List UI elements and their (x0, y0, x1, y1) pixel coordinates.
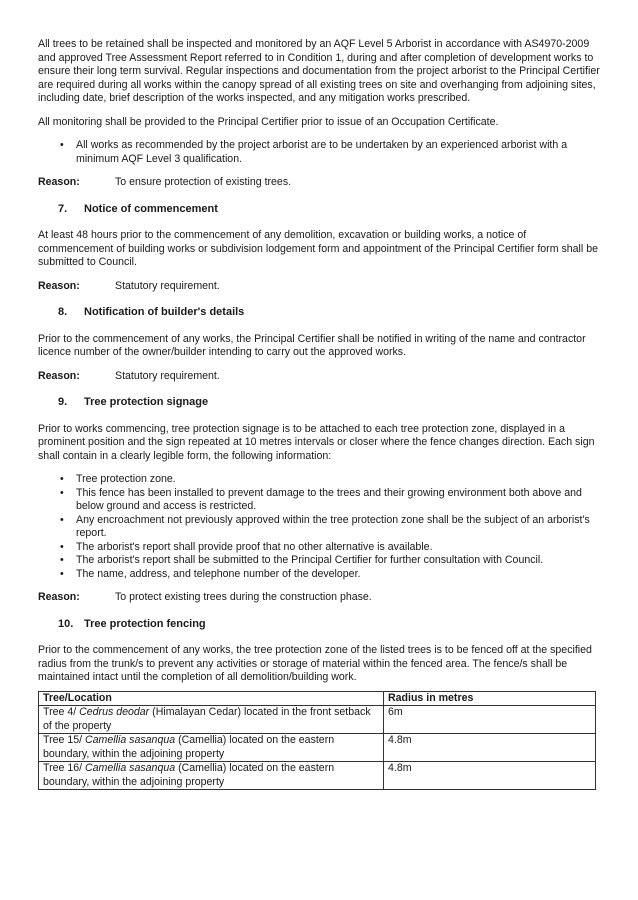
list-item: • All works as recommended by the project arborist are to be undertaken by an experienced arborist with a minimum AQF Level 3 qualification. (76, 139, 600, 166)
species-name: Camellia sasanqua (85, 762, 176, 774)
reason-line (38, 591, 600, 605)
tree-description: (Camellia) located on the eastern boundary, within the adjoining property (43, 734, 335, 760)
section-heading-8 (58, 306, 600, 320)
reason-line (38, 280, 600, 294)
radius-cell: 4.8m (384, 762, 596, 790)
section-heading-10 (58, 618, 600, 632)
section-title: Tree protection fencing (84, 617, 206, 630)
section-8-paragraph: Prior to the commencement of any works, the Principal Certifier shall be notified in writing of the name and contractor licence number of the owner/builder intending to carry out the approved works. (38, 332, 586, 358)
tree-description: (Camellia) located on the eastern boundary, within the adjoining property (43, 762, 335, 788)
section-number: 8. (58, 306, 68, 318)
tree-location-cell (39, 762, 384, 790)
reason-label: Reason: (38, 279, 80, 292)
list-item: • Tree protection zone. (76, 473, 600, 487)
reason-text: Statutory requirement. (115, 369, 220, 382)
tree-id: Tree 4/ (43, 706, 80, 718)
reason-label: Reason: (38, 591, 80, 603)
reason-line (38, 176, 600, 190)
list-item: • The arborist's report shall provide proof that no other alternative is available. (76, 541, 600, 555)
section-heading-7 (58, 203, 600, 217)
section-7-paragraph: At least 48 hours prior to the commencement of any demolition, excavation or building works, a notice of commencement of building works or subdivision lodgement form and appointment of the Principal Certifier form shall be submitted to Council. (38, 229, 598, 268)
intro-bullet-list (38, 139, 600, 166)
table-row (39, 734, 596, 762)
tree-location-cell (39, 706, 384, 734)
column-header-radius: Radius in metres (384, 691, 596, 706)
reason-label: Reason: (38, 176, 80, 188)
species-name: Camellia sasanqua (85, 734, 176, 746)
list-item: • Any encroachment not previously approved within the tree protection zone shall be the subject of an arborist's report. (76, 514, 600, 541)
column-header-tree-location: Tree/Location (39, 691, 384, 706)
section-9-paragraph: Prior to works commencing, tree protection signage is to be attached to each tree protection zone, displayed in a prominent position and the sign repeated at 10 metres intervals or closer where the fence changes direction. Each sign shall contain in a clearly legible form, the following information: (38, 422, 595, 462)
reason-text: To ensure protection of existing trees. (115, 176, 292, 188)
reason-text: To protect existing trees during the construction phase. (115, 591, 372, 603)
document-page (38, 38, 600, 790)
section-title: Tree protection signage (84, 396, 209, 408)
section-number: 10. (58, 617, 74, 630)
signage-bullet-list (38, 473, 600, 581)
radius-cell: 6m (384, 706, 596, 734)
intro-paragraph-monitoring: All trees to be retained shall be inspected and monitored by an AQF Level 5 Arborist in accordance with AS4970-2009 and approved Tree Assessment Report referred to in Condition 1, during and after completion of development works to ensure their long term survival. Regular inspections and documentation from the project arborist to the Principal Certifier are required during all works within the canopy spread of all existing trees on site and overhanging from adjoining sites, including date, brief description of the works inspected, and any mitigation works prescribed. (38, 38, 600, 104)
table-header-row (39, 691, 596, 706)
tree-location-cell (39, 734, 384, 762)
section-heading-9 (58, 396, 600, 410)
intro-paragraph-occupation: All monitoring shall be provided to the Principal Certifier prior to issue of an Occupation Certificate. (38, 115, 499, 128)
reason-line (38, 370, 600, 384)
tree-id: Tree 15/ (43, 734, 86, 746)
list-item: • The name, address, and telephone number of the developer. (76, 568, 600, 582)
species-name: Cedrus deodar (79, 706, 150, 718)
section-number: 9. (58, 396, 68, 408)
reason-label: Reason: (38, 369, 80, 382)
list-item: • This fence has been installed to prevent damage to the trees and their growing environment both above and below ground and access is restricted. (76, 487, 600, 514)
tree-id: Tree 16/ (43, 762, 86, 774)
section-10-paragraph: Prior to the commencement of any works, the tree protection zone of the listed trees is to be fenced off at the specified radius from the trunk/s to prevent any activities or storage of material within the fenced area. The fence/s shall be maintained intact until the completion of all demolition/building work. (38, 644, 592, 683)
tree-description: (Himalayan Cedar) located in the front setback of the property (43, 706, 371, 732)
section-title: Notification of builder's details (84, 306, 245, 318)
table-row (39, 706, 596, 734)
list-item: • The arborist's report shall be submitted to the Principal Certifier for further consultation with Council. (76, 554, 600, 568)
section-number: 7. (58, 202, 68, 215)
reason-text: Statutory requirement. (115, 279, 220, 292)
radius-cell: 4.8m (384, 734, 596, 762)
table-row (39, 762, 596, 790)
section-title: Notice of commencement (84, 202, 218, 215)
tree-radius-table (38, 691, 596, 791)
